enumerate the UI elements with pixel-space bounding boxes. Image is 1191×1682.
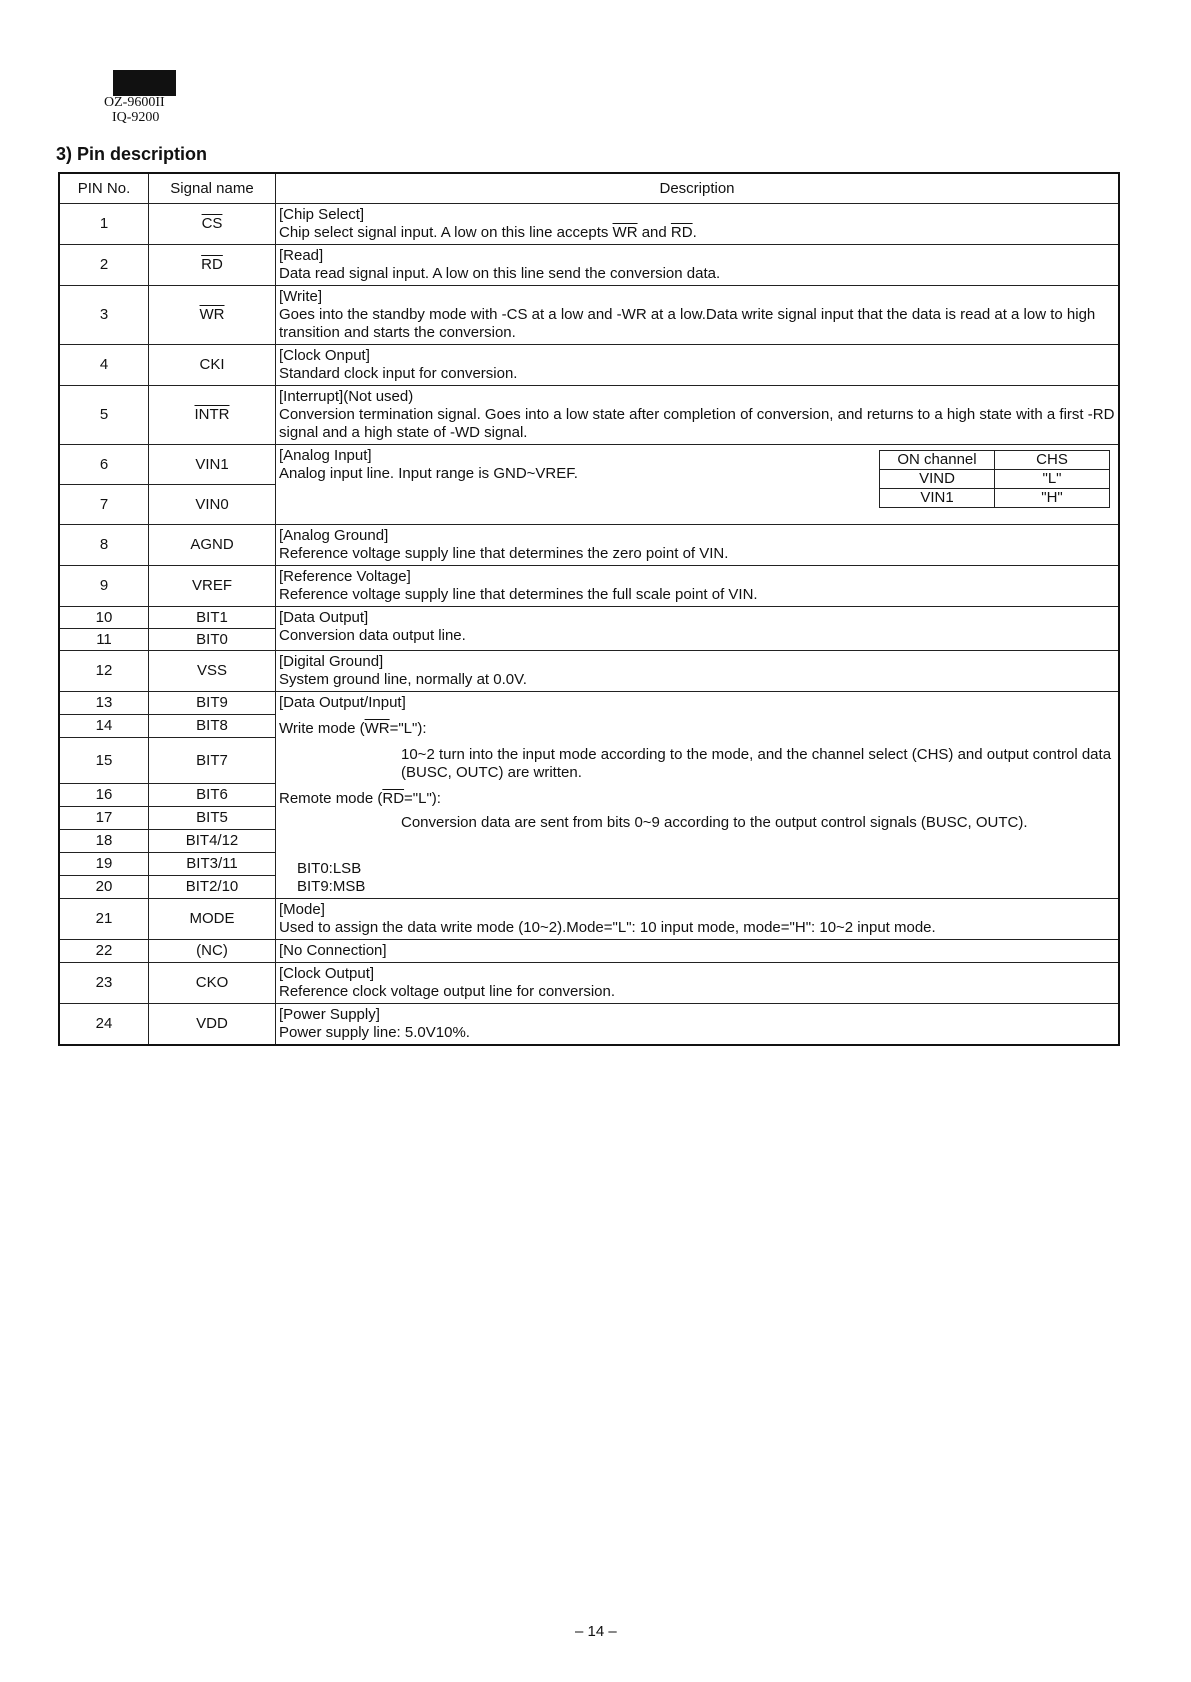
pin-number: 22 [59,940,149,963]
pin-number: 1 [59,204,149,245]
model-line-1: OZ-9600II [104,95,165,110]
desc-text: Conversion data output line. [279,627,466,644]
table-row [59,525,1119,566]
description [276,525,1120,566]
signal-name: VREF [149,566,276,607]
header-signal-name: Signal name [149,173,276,204]
remote-mode-post: ="L"): [404,790,441,807]
desc-title: [Write] [279,288,323,305]
desc-title: [Digital Ground] [279,653,384,670]
desc-title: [Data Output] [279,609,369,626]
channel-name: VIN1 [880,489,995,508]
pin-number: 10 [59,607,149,629]
remote-mode-pre: Remote mode ( [279,790,383,807]
signal-name: $\overline{WR}$ [199,306,225,323]
desc-text: Analog input line. Input range is GND~VREF. [279,465,578,482]
signal-name: BIT3/11 [149,853,276,876]
desc-signal-rd: $\overline{RD}$ [670,224,693,241]
description [276,607,1120,651]
signal-name: (NC) [149,940,276,963]
pin-description-table [58,172,1120,1046]
pin-number: 16 [59,784,149,807]
channel-name: VIND [880,470,995,489]
table-row [59,286,1119,345]
pin-number: 4 [59,345,149,386]
desc-title: [Analog Input] [279,447,372,464]
channel-select-table [879,450,1110,508]
write-mode-pre: Write mode ( [279,720,365,737]
remote-mode-desc: Conversion data are sent from bits 0~9 according to the output control signals (BUSC, OUTC). [401,814,1028,831]
pin-number: 24 [59,1004,149,1046]
signal-name: CKI [149,345,276,386]
signal-name: MODE [149,899,276,940]
desc-title: [Data Output/Input] [279,694,406,711]
pin-number: 17 [59,807,149,830]
signal-name: $\overline{CS}$ [201,215,223,232]
description [276,963,1120,1004]
desc-title: [Clock Output] [279,965,375,982]
channel-row [880,489,1110,508]
desc-title: [Power Supply] [279,1006,380,1023]
desc-text: System ground line, normally at 0.0V. [279,671,527,688]
signal-name: BIT0 [149,629,276,651]
pin-number: 3 [59,286,149,345]
header-description: Description [276,173,1120,204]
lsb-note: BIT0:LSB [297,860,362,877]
signal-name: BIT7 [149,738,276,784]
desc-text: Power supply line: 5.0V10%. [279,1024,470,1041]
table-row [59,245,1119,286]
signal-name: INTR [194,406,230,423]
model-line-2: IQ-9200 [112,110,160,125]
pin-number: 2 [59,245,149,286]
channel-chs: "H" [995,489,1110,508]
signal-name: VDD [149,1004,276,1046]
desc-title: [Interrupt](Not used) [279,388,414,405]
table-row [59,204,1119,245]
pin-number: 6 [59,445,149,485]
description [276,566,1120,607]
channel-chs: "L" [995,470,1110,489]
description [276,345,1120,386]
desc-text: Standard clock input for conversion. [279,365,518,382]
signal-name: VSS [149,651,276,692]
pin-number: 11 [59,629,149,651]
table-row [59,651,1119,692]
desc-text: Used to assign the data write mode (10~2).Mode="L": 10 input mode, mode="H": 10~2 input mode. [279,919,936,936]
desc-text: Data read signal input. A low on this line send the conversion data. [279,265,721,282]
header-pin-no: PIN No. [59,173,149,204]
channel-row [880,470,1110,489]
pin-number: 15 [59,738,149,784]
redacted-logo-block [113,70,176,96]
table-row [59,1004,1119,1046]
signal-name: VIN0 [149,485,276,525]
desc-title: [No Connection] [279,942,387,959]
desc-title: [Clock Onput] [279,347,370,364]
table-row [59,607,1119,629]
signal-name: AGND [149,525,276,566]
signal-name: VIN1 [149,445,276,485]
pin-number: 19 [59,853,149,876]
pin-number: 12 [59,651,149,692]
desc-title: [Reference Voltage] [279,568,411,585]
description [276,651,1120,692]
signal-name: BIT2/10 [149,876,276,899]
signal-name: BIT9 [149,692,276,715]
description [276,245,1120,286]
desc-title: [Chip Select] [279,206,365,223]
remote-mode-signal: $\overline{RD}$ [382,790,405,807]
desc-signal-wr: $\overline{WR}$ [612,224,638,241]
model-numbers [104,95,165,125]
page-number: – 14 – [575,1623,617,1640]
write-mode-signal: $\overline{WR}$ [364,720,390,737]
signal-name: BIT8 [149,715,276,738]
signal-name: CKO [149,963,276,1004]
desc-end: . [692,224,697,241]
pin-number: 8 [59,525,149,566]
table-row [59,940,1119,963]
signal-name: BIT4/12 [149,830,276,853]
desc-title: [Analog Ground] [279,527,389,544]
section-title: 3) Pin description [56,144,208,164]
table-row [59,899,1119,940]
desc-text: Reference voltage supply line that determines the zero point of VIN. [279,545,729,562]
description [276,386,1120,445]
desc-text: Goes into the standby mode with -CS at a low and -WR at a low.Data write signal input that the data is read at a low to high transition and starts the conversion. [279,306,1096,341]
description [276,204,1120,245]
signal-name: BIT1 [149,607,276,629]
pin-number: 23 [59,963,149,1004]
pin-number: 21 [59,899,149,940]
description [276,1004,1120,1046]
description-data-io [276,692,1120,899]
signal-name: BIT5 [149,807,276,830]
remote-mode-label [279,790,1115,808]
description [276,940,1120,963]
table-row [59,345,1119,386]
desc-text-main: Chip select signal input. A low on this line accepts [279,224,609,241]
description [276,445,1120,525]
pin-number: 7 [59,485,149,525]
table-row [59,445,1119,485]
description [276,286,1120,345]
table-row [59,386,1119,445]
signal-name: $\overline{RD}$ [201,256,223,273]
desc-and: and [641,224,667,241]
pin-number: 9 [59,566,149,607]
description [276,899,1120,940]
channel-header-chs: CHS [995,451,1110,470]
desc-title: [Mode] [279,901,325,918]
pin-number: 20 [59,876,149,899]
channel-header-row [880,451,1110,470]
pin-number: 18 [59,830,149,853]
desc-text: Reference voltage supply line that determines the full scale point of VIN. [279,586,758,603]
table-row [59,566,1119,607]
desc-text: Conversion termination signal. Goes into a low state after completion of conversion, and returns to a high state with a first -RD signal and a high state of -WD signal. [279,406,1115,441]
table-header-row [59,173,1119,204]
pin-number: 14 [59,715,149,738]
write-mode-post: ="L"): [389,720,427,737]
pin-number: 5 [59,386,149,445]
write-mode-desc: 10~2 turn into the input mode according to the mode, and the channel select (CHS) and output control data (BUSC, OUTC) are written. [401,746,1112,781]
pin-number: 13 [59,692,149,715]
desc-title: [Read] [279,247,324,264]
write-mode-label [279,720,1115,738]
desc-text: Reference clock voltage output line for conversion. [279,983,616,1000]
signal-name: BIT6 [149,784,276,807]
desc-text [279,224,1115,242]
msb-note: BIT9:MSB [297,878,366,895]
channel-header-on: ON channel [880,451,995,470]
table-row [59,963,1119,1004]
table-row [59,692,1119,715]
